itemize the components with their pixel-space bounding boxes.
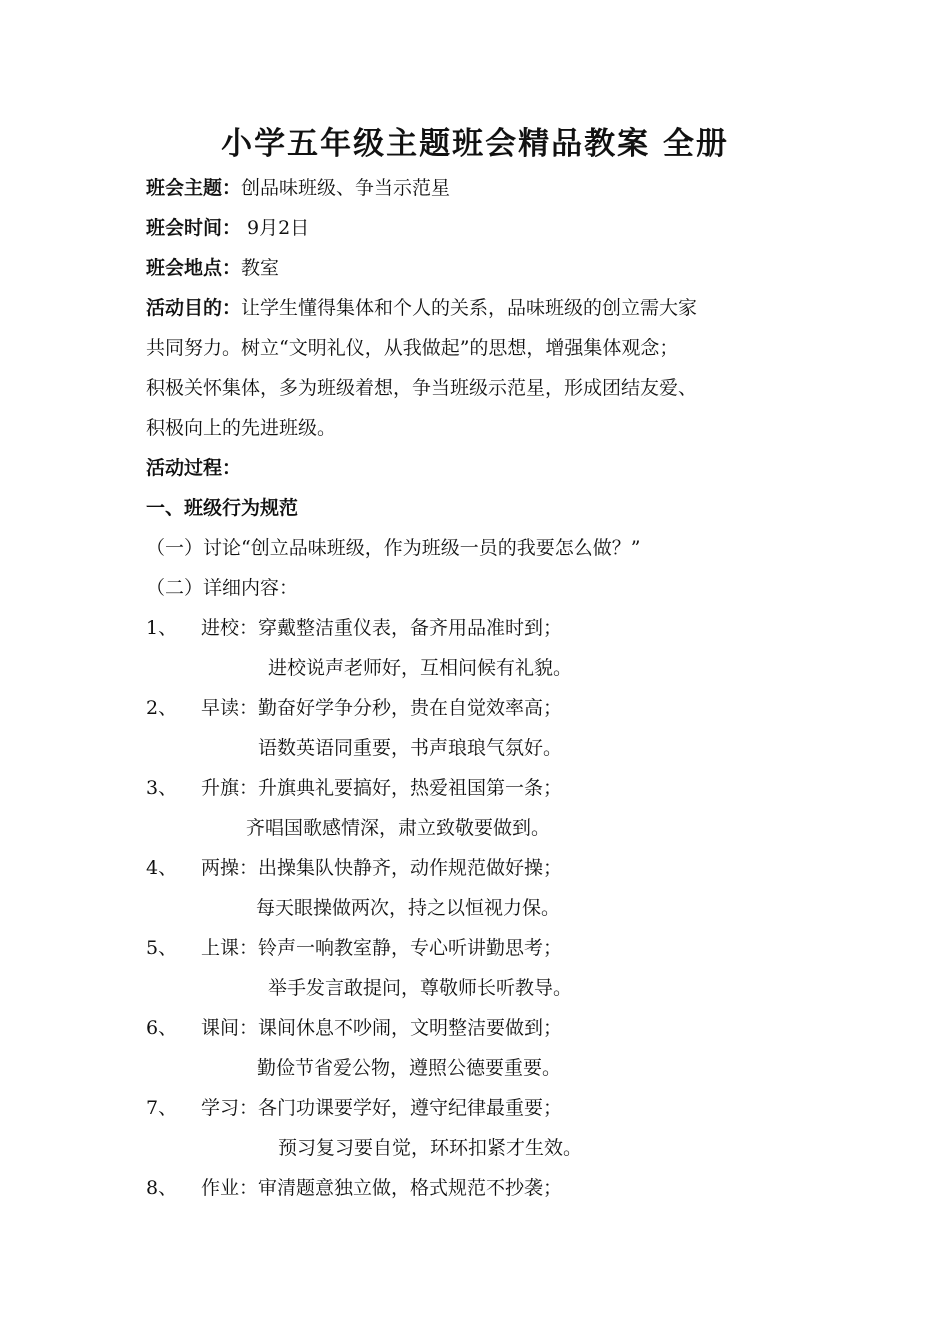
section-heading: 一、班级行为规范	[146, 497, 299, 519]
item-1-line-2: 进校说声老师好，互相问候有礼貌。	[268, 657, 573, 679]
item-4-line-2: 每天眼操做两次，持之以恒视力保。	[256, 897, 561, 919]
item-7-line-2: 预习复习要自觉，环环扣紧才生效。	[278, 1137, 583, 1159]
place-line	[146, 255, 279, 281]
item-number: 4、	[146, 857, 178, 879]
theme-value: 创品味班级、争当示范星	[241, 177, 451, 199]
list-item-4	[146, 855, 562, 881]
item-line-1: 升旗：升旗典礼要搞好，热爱祖国第一条；	[201, 777, 563, 799]
item-6-line-2: 勤俭节省爱公物，遵照公德要重要。	[257, 1057, 562, 1079]
process-label: 活动过程：	[146, 457, 242, 479]
document-title: 小学五年级主题班会精品教案 全册	[221, 126, 729, 162]
item-line-1: 作业：审清题意独立做，格式规范不抄袭；	[201, 1177, 563, 1199]
purpose-text-4: 积极向上的先进班级。	[146, 417, 337, 439]
item-line-1: 两操：出操集队快静齐，动作规范做好操；	[201, 857, 563, 879]
list-item-3	[146, 775, 562, 801]
item-line-1: 课间：课间休息不吵闹，文明整洁要做到；	[201, 1017, 563, 1039]
item-number: 2、	[146, 697, 178, 719]
list-item-6	[146, 1015, 562, 1041]
list-item-5	[146, 935, 562, 961]
item-number: 6、	[146, 1017, 178, 1039]
purpose-line-1	[146, 295, 697, 321]
time-label: 班会时间：	[146, 217, 242, 239]
sub-discussion: （一）讨论“创立品味班级，作为班级一员的我要怎么做？”	[146, 537, 641, 559]
item-line-1: 学习：各门功课要学好，遵守纪律最重要；	[201, 1097, 563, 1119]
item-number: 1、	[146, 617, 178, 639]
place-label: 班会地点：	[146, 257, 242, 279]
item-3-line-2: 齐唱国歌感情深，肃立致敬要做到。	[246, 817, 551, 839]
purpose-text-2: 共同努力。树立“文明礼仪，从我做起”的思想，增强集体观念；	[146, 337, 679, 359]
item-line-1: 上课：铃声一响教室静，专心听讲勤思考；	[201, 937, 563, 959]
item-number: 8、	[146, 1177, 178, 1199]
purpose-text-3: 积极关怀集体，多为班级着想，争当班级示范星，形成团结友爱、	[146, 377, 698, 399]
item-2-line-2: 语数英语同重要，书声琅琅气氛好。	[258, 737, 563, 759]
sub-details: （二）详细内容：	[146, 577, 299, 599]
time-line	[146, 215, 309, 241]
item-number: 5、	[146, 937, 178, 959]
list-item-1	[146, 615, 562, 641]
purpose-label: 活动目的：	[146, 297, 242, 319]
theme-label: 班会主题：	[146, 177, 242, 199]
item-number: 7、	[146, 1097, 178, 1119]
purpose-text-1: 让学生懂得集体和个人的关系，品味班级的创立需大家	[241, 297, 698, 319]
place-value: 教室	[241, 257, 280, 279]
theme-line	[146, 175, 450, 201]
item-5-line-2: 举手发言敢提问，尊敬师长听教导。	[268, 977, 573, 999]
list-item-2	[146, 695, 562, 721]
item-line-1: 进校：穿戴整洁重仪表，备齐用品准时到；	[201, 617, 563, 639]
time-value: 9月2日	[241, 217, 310, 239]
item-line-1: 早读：勤奋好学争分秒，贵在自觉效率高；	[201, 697, 563, 719]
item-number: 3、	[146, 777, 178, 799]
list-item-8	[146, 1175, 562, 1201]
list-item-7	[146, 1095, 562, 1121]
